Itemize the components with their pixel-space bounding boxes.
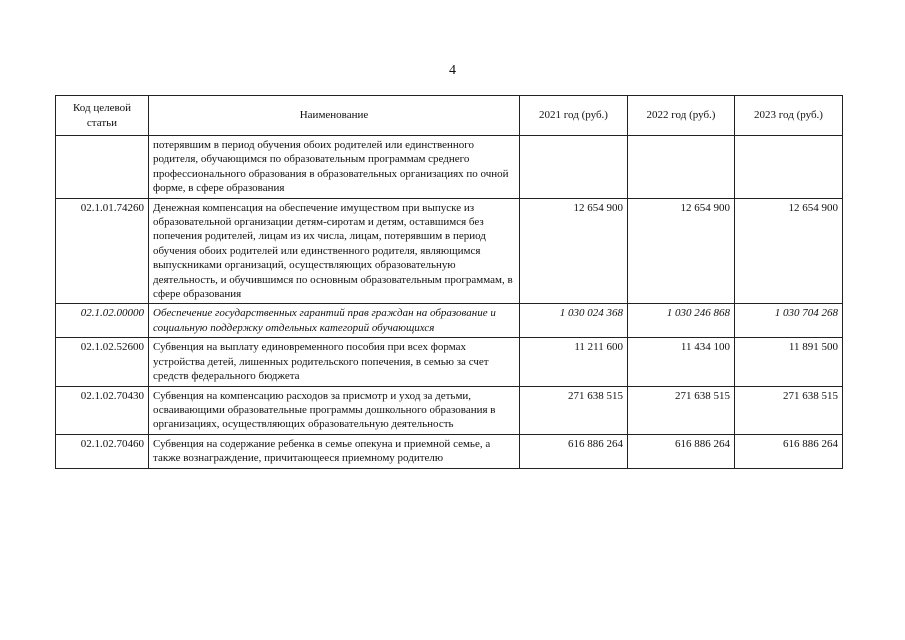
- table-row: [56, 434, 843, 468]
- table-row: [56, 136, 843, 199]
- row-code: 02.1.01.74260: [56, 198, 149, 304]
- page-number: 4: [449, 63, 456, 78]
- row-name: Субвенция на содержание ребенка в семье опекуна и приемной семье, а также вознаграждение, причитающееся приемному родителю: [149, 434, 520, 468]
- header-2021: 2021 год (руб.): [520, 96, 628, 136]
- row-amount-2023: 616 886 264: [735, 434, 843, 468]
- row-amount-2021: 1 030 024 368: [520, 304, 628, 338]
- budget-table: [55, 95, 843, 469]
- row-amount-2023: 271 638 515: [735, 386, 843, 434]
- row-name: Субвенция на выплату единовременного пособия при всех формах устройства детей, лишенных родительского попечения, в семью за счет средств федерального бюджета: [149, 338, 520, 386]
- row-amount-2023: [735, 136, 843, 199]
- row-amount-2021: 271 638 515: [520, 386, 628, 434]
- row-name: потерявшим в период обучения обоих родителей или единственного родителя, обучающимся по образовательным программам среднего профессионального образования в образовательных организациях по очной форме, в сфере образования: [149, 136, 520, 199]
- row-amount-2021: [520, 136, 628, 199]
- table-row: [56, 304, 843, 338]
- row-amount-2022: 1 030 246 868: [628, 304, 735, 338]
- row-amount-2021: 616 886 264: [520, 434, 628, 468]
- row-code: 02.1.02.70460: [56, 434, 149, 468]
- row-code: 02.1.02.70430: [56, 386, 149, 434]
- header-2023: 2023 год (руб.): [735, 96, 843, 136]
- row-amount-2023: 12 654 900: [735, 198, 843, 304]
- row-amount-2022: [628, 136, 735, 199]
- header-code: Код целевой статьи: [56, 96, 149, 136]
- row-code: [56, 136, 149, 199]
- header-name: Наименование: [149, 96, 520, 136]
- table-row: [56, 386, 843, 434]
- row-amount-2022: 12 654 900: [628, 198, 735, 304]
- table-row: [56, 198, 843, 304]
- row-amount-2023: 1 030 704 268: [735, 304, 843, 338]
- row-name: Денежная компенсация на обеспечение имуществом при выпуске из образовательной организации детям-сиротам и детям, оставшимся без попечения родителей, лицам из их числа, лицам, потерявшим в период обучения обоих родителей или единственного родителя, являющимся выпускниками организаций, осуществляющих образовательную деятельность, и обучившимся по основным образовательным программам, в сфере образования: [149, 198, 520, 304]
- header-2022: 2022 год (руб.): [628, 96, 735, 136]
- row-amount-2022: 271 638 515: [628, 386, 735, 434]
- row-amount-2022: 11 434 100: [628, 338, 735, 386]
- row-amount-2022: 616 886 264: [628, 434, 735, 468]
- row-name: Субвенция на компенсацию расходов за присмотр и уход за детьми, осваивающими образовательные программы дошкольного образования в организациях, осуществляющих образовательную деятельность: [149, 386, 520, 434]
- row-code: 02.1.02.52600: [56, 338, 149, 386]
- row-amount-2021: 11 211 600: [520, 338, 628, 386]
- row-amount-2021: 12 654 900: [520, 198, 628, 304]
- row-amount-2023: 11 891 500: [735, 338, 843, 386]
- row-code: 02.1.02.00000: [56, 304, 149, 338]
- row-name: Обеспечение государственных гарантий прав граждан на образование и социальную поддержку отдельных категорий обучающихся: [149, 304, 520, 338]
- table-header-row: [56, 96, 843, 136]
- table-row: [56, 338, 843, 386]
